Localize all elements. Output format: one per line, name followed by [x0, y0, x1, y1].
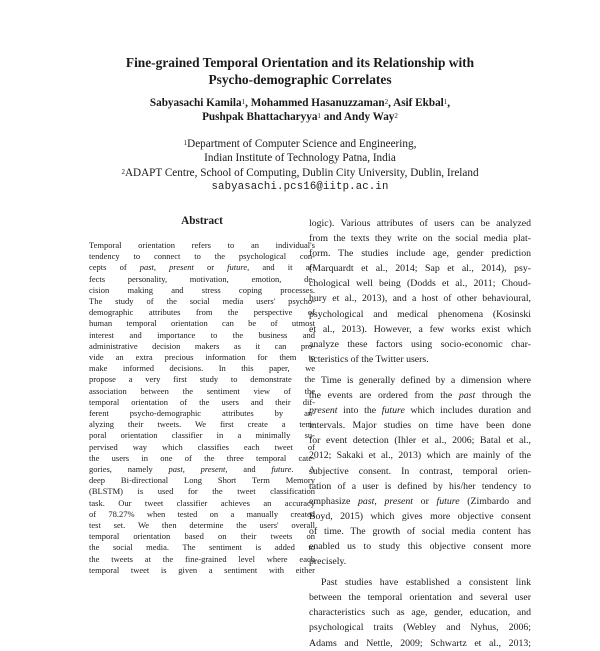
text-line: precisely. [309, 556, 347, 568]
text-line: alyzing their tweets. We first create a tem- [89, 419, 315, 430]
emphasis-term: present [200, 464, 226, 475]
text-line: association between the sentiment view of the [89, 385, 315, 396]
text-line: cision making and stress coping processes. [89, 284, 315, 295]
text-line: propose a very first study to demonstrate the [89, 374, 315, 385]
affiliation-line: Indian Institute of Technology Patna, India [204, 152, 396, 165]
text-line: analyze these factors using socio-economic char- [309, 338, 531, 350]
text-line: et al., 2013). However, a few works exist which [309, 323, 531, 335]
text-line: psychological traits (Webley and Nyhus, 2006; [309, 622, 531, 634]
author-list [70, 96, 530, 124]
text-line: the events are ordered from the past through the [309, 390, 531, 402]
title-line: Fine-grained Temporal Orientation and its Relationship with [125, 55, 475, 70]
text-line: present into the future which includes duration and [309, 405, 531, 417]
text-line: logic). Various attributes of users can be analyzed [309, 218, 531, 229]
text-line: 2012; Sakaki et al., 2013) which are mainly of the [309, 450, 531, 462]
text-line: Time is generally defined by a dimension where [321, 374, 531, 386]
abstract-body [89, 240, 315, 576]
affiliations [60, 137, 540, 194]
text-line: characteristics such as age, gender, education, and [309, 607, 531, 619]
author-line [70, 96, 530, 110]
text-line: pervised way which classifies each tweet of [89, 441, 315, 452]
emphasis-term: past [168, 464, 183, 475]
right-column-body [309, 216, 531, 651]
affiliation-marker: 2 [384, 98, 389, 106]
emphasis-term: future [227, 262, 248, 273]
text-line: deep Bi-directional Long Short Term Memory [89, 475, 315, 486]
text-line: human temporal orientation can be of utmost [89, 318, 315, 329]
text-line: fects personality, motivation, emotion, de- [89, 273, 315, 284]
emphasis-term: present [384, 495, 413, 507]
text-line: interest and importance to the business and [89, 329, 315, 340]
text-line: chological well being (Dodds et al., 2011; Choud- [309, 278, 531, 290]
text-line: the social media. The sentiment is added to [89, 542, 315, 553]
emphasis-term: past [458, 390, 476, 402]
affiliation-marker: 1 [183, 139, 188, 147]
emphasis-term: past [358, 495, 375, 507]
text-line: tation of a user is defined by his/her tendency to [309, 480, 531, 492]
affiliation-marker: 1 [317, 112, 321, 120]
text-line: Temporal orientation refers to an individual's [89, 240, 315, 250]
text-line: subjective consent. In contrast, temporal orien- [309, 465, 531, 477]
affiliation-text: Department of Computer Science and Engineering, [187, 138, 417, 150]
text-line: emphasize past, present or future (Zimbardo and [309, 495, 531, 507]
affiliation-text: ADAPT Centre, School of Computing, Dublin City University, Dublin, Ireland [124, 166, 479, 179]
author-email[interactable]: sabyasachi.pcs16@iitp.ac.in [211, 180, 389, 193]
author-name: Sabyasachi Kamila [149, 97, 242, 109]
text-line: form. The studies include age, gender prediction [309, 248, 531, 260]
text-line: the tweets at the fine-grained level where each [89, 553, 315, 564]
text-line: Adams and Nettle, 2009; Schwartz et al., 2013; [309, 637, 531, 649]
emphasis-term: future [381, 405, 405, 417]
text-line: between the temporal orientation and several user [309, 592, 531, 604]
text-line: temporal orientation of the users and their dif- [89, 396, 315, 407]
emphasis-term: present [169, 262, 194, 273]
affiliation-marker: 2 [394, 112, 398, 120]
text-line: for event detection (Ihler et al., 2006; Batal et al., [309, 435, 531, 447]
author-name: and Andy Way [320, 111, 395, 123]
text-line: cepts of past, present or future, and it af- [89, 262, 316, 273]
text-line: poral orientation classifier in a minimally su- [89, 430, 315, 441]
text-line: (BLSTM) is used for the tweet classification [89, 486, 315, 497]
text-line: tendency to connect to the psychological con- [89, 251, 315, 262]
text-line: hury et al., 2013), and a host of other behavioural, [309, 293, 531, 305]
affiliation-marker: 1 [443, 98, 448, 106]
text-line: Past studies have established a consistent link [321, 577, 531, 589]
title-line: Psycho-demographic Correlates [208, 72, 392, 87]
emphasis-term: future [271, 464, 292, 475]
affiliation-marker: 2 [121, 167, 125, 176]
affiliation-line [60, 166, 540, 180]
affiliation-line [60, 137, 540, 151]
author-line [70, 110, 530, 124]
author-name: Pushpak Bhattacharyya [202, 111, 318, 123]
text-line: acteristics of the Twitter users. [309, 353, 429, 365]
text-line: The study of the social media users' psycho- [89, 296, 315, 307]
emphasis-term: present [309, 405, 338, 417]
text-line: temporal tweet is given a sentiment with either [89, 564, 315, 575]
author-name: , Asif Ekbal [388, 97, 444, 109]
affiliation-marker: 1 [241, 98, 246, 106]
abstract-heading: Abstract [181, 215, 223, 227]
text-line: the users in one of the three temporal cate- [89, 452, 315, 463]
author-name: , Mohammed Hasanuzzaman [245, 97, 385, 109]
text-line: ferent psycho-demographic attributes by an- [89, 408, 315, 419]
text-line: vide an extra precious information for them to [89, 352, 315, 363]
text-line: from the texts they write on the social media plat- [309, 233, 531, 245]
text-line: psychological and medical phenomena (Kosinski [309, 308, 531, 320]
author-separator: , [447, 97, 451, 109]
text-line: temporal orientation based on their tweets on [89, 531, 315, 542]
text-line: test set. We then determine the users' overall [89, 520, 315, 531]
text-line: administrative decision makers as it can pro- [89, 340, 315, 351]
text-line: of time. The growth of social media content has [309, 525, 531, 537]
text-line: task. Our tweet classifier achieves an accuracy [89, 497, 315, 508]
text-line: enabled us to study this objective consent more [309, 540, 531, 552]
text-line: demographic attributes from the perspective of [89, 307, 315, 318]
text-line: Boyd, 2015) which gives more objective consent [309, 510, 531, 522]
paper-title [90, 54, 510, 88]
text-line: intervals. Major studies on time have been done [309, 420, 531, 432]
text-line: gories, namely past, present, and future. A [89, 464, 316, 475]
text-line: (Marquardt et al., 2014; Sap et al., 2014), psy- [309, 263, 531, 275]
text-line: of 78.27% when tested on a manually created [89, 508, 315, 519]
emphasis-term: past [139, 262, 154, 273]
emphasis-term: future [436, 495, 460, 507]
text-line: make informed decisions. In this paper, we [89, 363, 315, 374]
